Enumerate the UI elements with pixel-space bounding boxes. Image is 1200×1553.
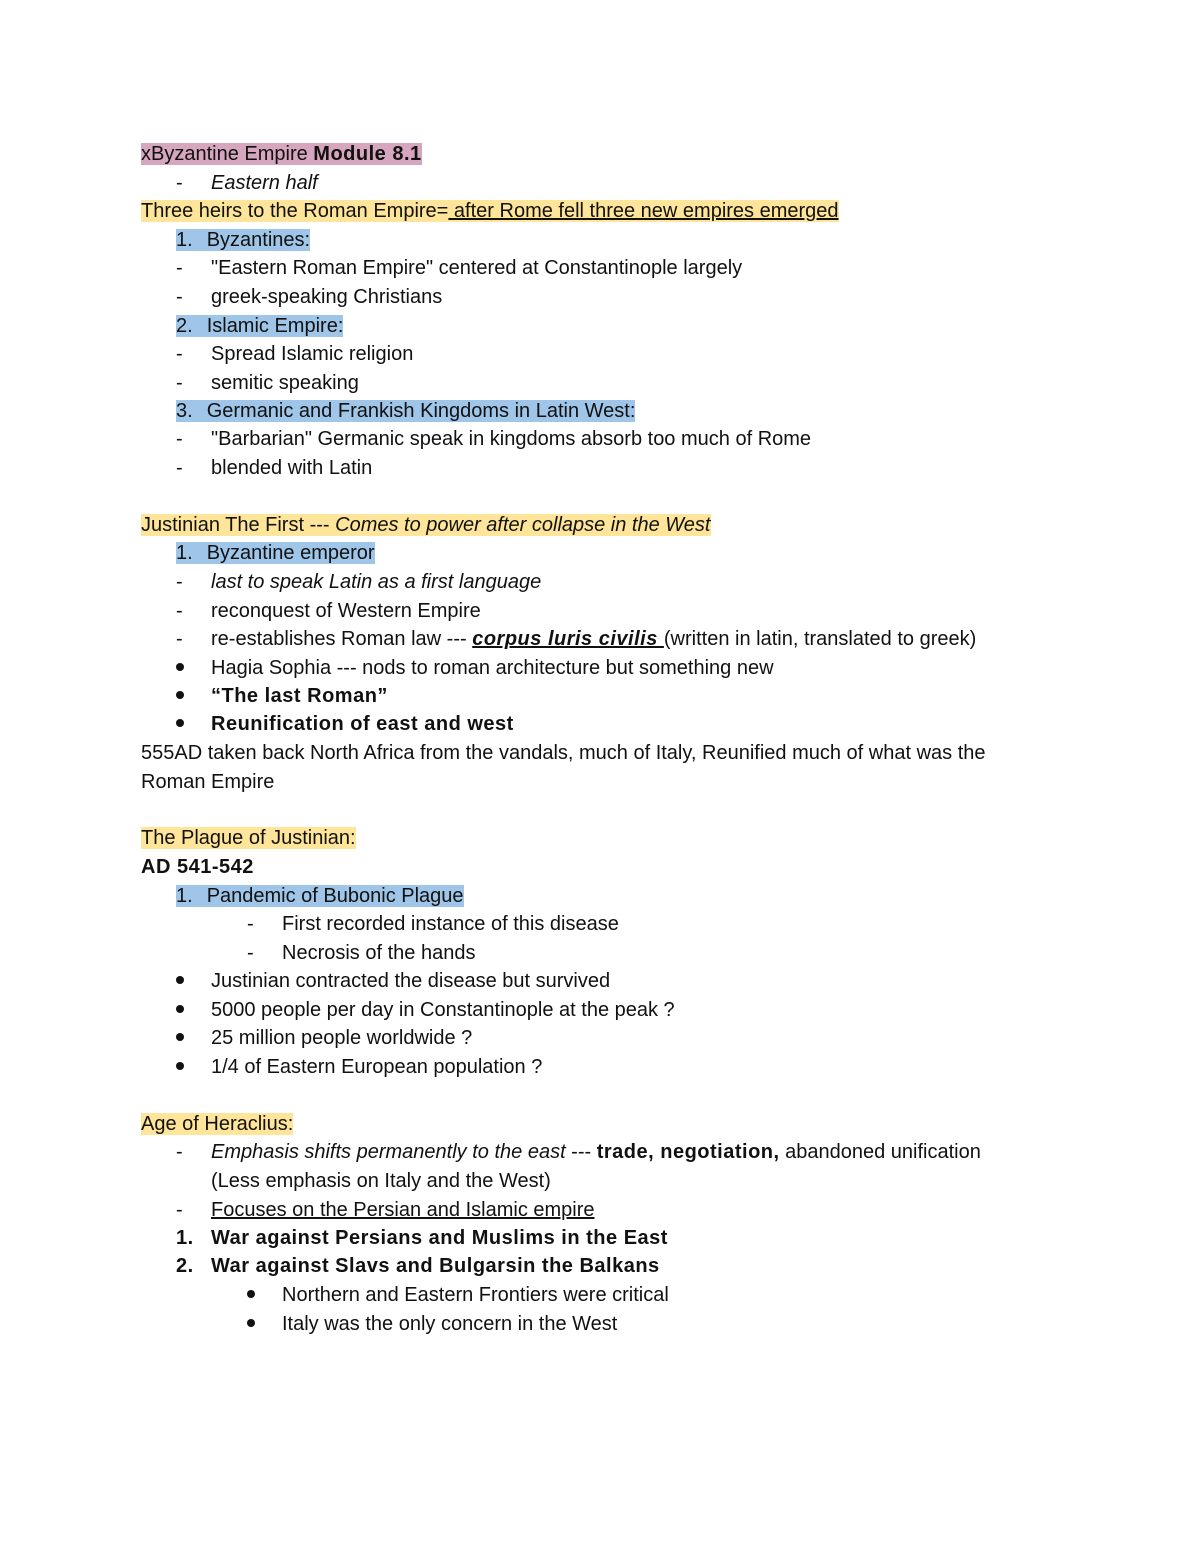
paragraph-line: 555AD taken back North Africa from the vandals, much of Italy, Reunified much of what was the [141, 742, 986, 764]
list-item: "Barbarian" Germanic speak in kingdoms absorb too much of Rome [211, 428, 812, 450]
plague-date: AD 541-542 [141, 856, 254, 878]
list-item: reconquest of Western Empire [211, 600, 481, 622]
list-item: War against Persians and Muslims in the East [211, 1227, 668, 1249]
dash-marker: - [176, 1199, 183, 1221]
list-number: 2. [176, 1255, 194, 1277]
heirs-heading: Three heirs to the Roman Empire= after Rome fell three new empires emerged [141, 200, 839, 222]
list-item: "Eastern Roman Empire" centered at Constantinople largely [211, 257, 743, 279]
eastern-half-note: Eastern half [211, 172, 318, 194]
bullet-icon [247, 1310, 255, 1338]
list-item: Focuses on the Persian and Islamic empire [211, 1199, 595, 1221]
title-text: xByzantine Empire [141, 143, 314, 165]
list-item-islamic-empire: 2. Islamic Empire: [176, 315, 344, 337]
dash-marker: - [176, 457, 183, 479]
heraclius-heading: Age of Heraclius: [141, 1113, 294, 1135]
list-item: 25 million people worldwide ? [211, 1027, 473, 1049]
list-item-byzantines: 1. Byzantines: [176, 229, 311, 251]
list-item: last to speak Latin as a first language [211, 571, 542, 593]
dash-marker: - [176, 428, 183, 450]
bullet-icon [176, 682, 184, 710]
dash-marker: - [247, 913, 254, 935]
document-title [141, 140, 422, 168]
bullet-icon [176, 710, 184, 738]
justinian-heading: Justinian The First --- Comes to power after collapse in the West [141, 514, 711, 536]
bullet-icon [247, 1281, 255, 1309]
bullet-icon [176, 996, 184, 1024]
list-item: Justinian contracted the disease but survived [211, 970, 611, 992]
dash-marker: - [176, 172, 183, 194]
list-item: 1/4 of Eastern European population ? [211, 1056, 543, 1078]
dash-marker: - [176, 628, 183, 650]
list-item-byzantine-emperor: 1. Byzantine emperor [176, 542, 375, 564]
list-item: Spread Islamic religion [211, 343, 414, 365]
list-item: Hagia Sophia --- nods to roman architecture but something new [211, 657, 774, 679]
list-item-roman-law: re-establishes Roman law --- corpus luris civilis (written in latin, translated to greek) [211, 628, 977, 650]
list-item-continuation: (Less emphasis on Italy and the West) [211, 1170, 551, 1192]
list-item: Northern and Eastern Frontiers were critical [282, 1284, 669, 1306]
plague-heading: The Plague of Justinian: [141, 827, 356, 849]
dash-marker: - [176, 343, 183, 365]
list-item: Necrosis of the hands [282, 942, 476, 964]
list-item: 5000 people per day in Constantinople at the peak ? [211, 999, 675, 1021]
bullet-icon [176, 967, 184, 995]
list-item: War against Slavs and Bulgarsin the Balkans [211, 1255, 660, 1277]
bullet-icon [176, 1024, 184, 1052]
paragraph-line: Roman Empire [141, 771, 275, 793]
list-item: blended with Latin [211, 457, 373, 479]
bullet-icon [176, 1053, 184, 1081]
dash-marker: - [176, 1141, 183, 1163]
list-item: Reunification of east and west [211, 713, 514, 735]
dash-marker: - [176, 257, 183, 279]
list-item-emphasis: Emphasis shifts permanently to the east --- trade, negotiation, abandoned unification [211, 1141, 981, 1163]
dash-marker: - [176, 372, 183, 394]
list-item: semitic speaking [211, 372, 359, 394]
module-label: Module 8.1 [313, 143, 422, 165]
dash-marker: - [247, 942, 254, 964]
list-item-pandemic: 1. Pandemic of Bubonic Plague [176, 885, 464, 907]
list-item-germanic-kingdoms: 3. Germanic and Frankish Kingdoms in Latin West: [176, 400, 636, 422]
list-item: First recorded instance of this disease [282, 913, 619, 935]
dash-marker: - [176, 571, 183, 593]
dash-marker: - [176, 286, 183, 308]
list-item: “The last Roman” [211, 685, 388, 707]
bullet-icon [176, 654, 184, 682]
list-number: 1. [176, 1227, 194, 1249]
list-item: greek-speaking Christians [211, 286, 443, 308]
dash-marker: - [176, 600, 183, 622]
list-item: Italy was the only concern in the West [282, 1313, 618, 1335]
